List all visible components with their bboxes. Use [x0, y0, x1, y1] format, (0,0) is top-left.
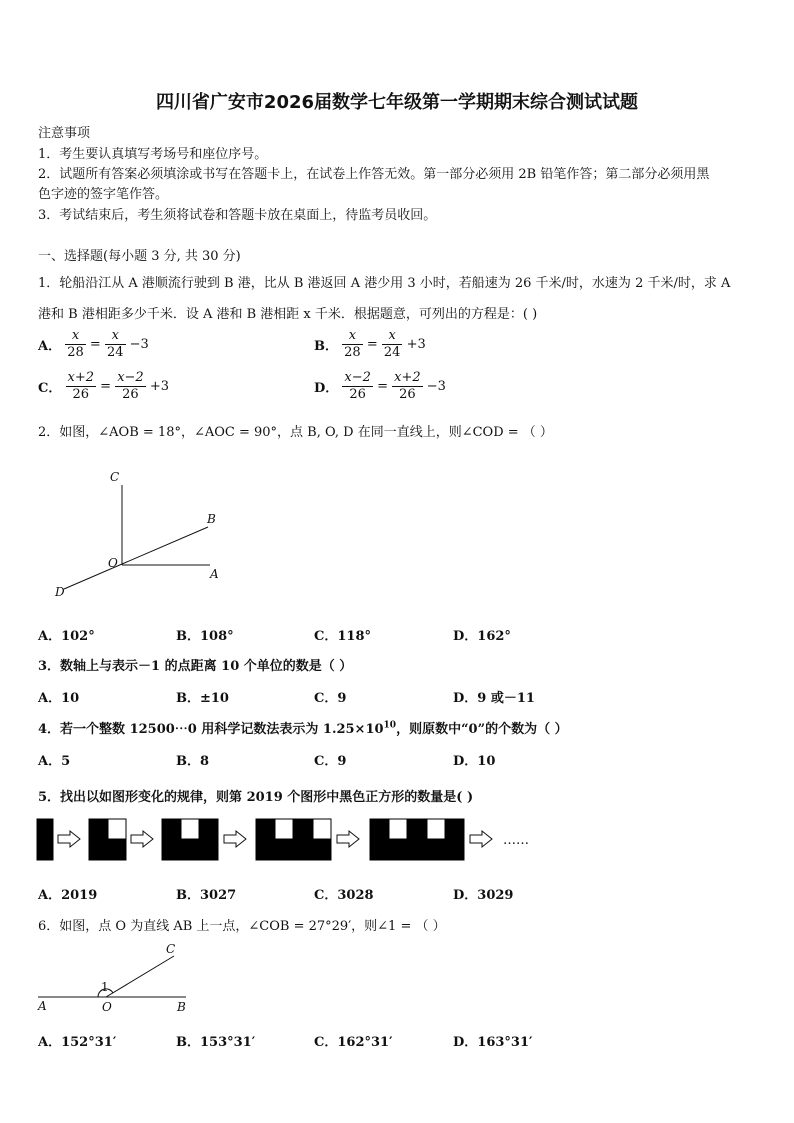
- q5-stem: 5．找出以如图形变化的规律，则第 2019 个图形中黑色正方形的数量是( ): [38, 790, 474, 805]
- q6-option-b[interactable]: B．153°31′: [176, 1035, 256, 1050]
- q2-option-c[interactable]: C．118°: [314, 629, 371, 644]
- option-label: B．: [314, 339, 338, 354]
- label-d: D: [55, 585, 65, 599]
- notice-item-2-cont: 色字迹的签字笔作答。: [38, 187, 169, 202]
- q6-option-d[interactable]: D．163°31′: [453, 1035, 533, 1050]
- equals-sign: =: [366, 337, 378, 352]
- equals-sign: =: [89, 337, 101, 352]
- equals-sign: =: [377, 379, 388, 394]
- pattern-figure-2: [89, 819, 126, 860]
- q2-stem: 2．如图，∠AOB = 18°，∠AOC = 90°，点 B, O, D 在同一直线上，则∠COD = （ ）: [38, 425, 553, 440]
- line-bd: [64, 527, 208, 589]
- fraction: $\frac{x}{28}$: [344, 328, 361, 360]
- q6-option-c[interactable]: C．162°31′: [314, 1035, 393, 1050]
- notice-item-2: 2．试题所有答案必须填涂或书写在答题卡上，在试卷上作答无效。第一部分必须用 2B 铅笔作答；第二部分必须用黑: [38, 167, 710, 182]
- q4-stem-text: 4．若一个整数 12500⋯0 用科学记数法表示为 1.25×10: [38, 722, 384, 737]
- label-o: O: [102, 1000, 112, 1014]
- q3-option-a[interactable]: A．10: [38, 691, 80, 706]
- q1-option-a[interactable]: [38, 328, 149, 361]
- q4-stem: [38, 718, 568, 737]
- section-heading: 一、选择题(每小题 3 分, 共 30 分): [38, 249, 241, 264]
- constant-term: +3: [406, 337, 426, 352]
- label-a: A: [210, 567, 219, 581]
- label-c: C: [110, 470, 120, 484]
- fraction: $\frac{x+2}{26}$: [394, 370, 421, 402]
- q1-stem-line2: 港和 B 港相距多少千米．设 A 港和 B 港相距 x 千米．根据题意，可列出的方程是：( ): [38, 307, 538, 322]
- q2-option-b[interactable]: B．108°: [176, 629, 234, 644]
- q6-angle-figure: [36, 940, 196, 1016]
- option-label: A．: [38, 339, 62, 354]
- fraction: $\frac{x}{24}$: [106, 328, 124, 360]
- pattern-figure-4: [256, 819, 331, 860]
- pattern-figure-3: [162, 819, 218, 860]
- q5-option-a[interactable]: A．2019: [38, 888, 98, 903]
- q4-exponent: 10: [383, 720, 397, 731]
- option-label: C．: [38, 381, 62, 396]
- q2-option-a[interactable]: A．102°: [38, 629, 95, 644]
- ellipsis: ……: [503, 833, 529, 848]
- q2-option-d[interactable]: D．162°: [453, 629, 511, 644]
- q5-option-c[interactable]: C．3028: [314, 888, 374, 903]
- q6-stem: 6．如图，点 O 为直线 AB 上一点，∠COB = 27°29′，则∠1 = （ ）: [38, 919, 446, 934]
- q4-option-a[interactable]: A．5: [38, 754, 71, 769]
- q5-option-d[interactable]: D．3029: [453, 888, 514, 903]
- notice-item-1: 1．考生要认真填写考场号和座位序号。: [38, 147, 268, 162]
- label-o: O: [108, 556, 118, 570]
- constant-term: −3: [426, 379, 446, 394]
- q1-stem-line1: 1．轮船沿江从 A 港顺流行驶到 B 港，比从 B 港返回 A 港少用 3 小时，若船速为 26 千米/时，水速为 2 千米/时，求 A: [38, 276, 731, 291]
- label-c: C: [166, 942, 176, 956]
- arrow-icon: [470, 831, 492, 847]
- q1-option-d[interactable]: [314, 370, 446, 403]
- equals-sign: =: [100, 379, 112, 394]
- q1-option-b[interactable]: [314, 328, 426, 361]
- label-b: B: [177, 1000, 186, 1014]
- fraction: $\frac{x}{28}$: [67, 328, 84, 360]
- fraction: $\frac{x-2}{26}$: [117, 370, 144, 402]
- label-a: A: [38, 999, 47, 1013]
- pattern-figure-1: [37, 819, 53, 860]
- constant-term: +3: [149, 379, 169, 394]
- fraction: $\frac{x-2}{26}$: [344, 370, 371, 402]
- arrow-icon: [337, 831, 359, 847]
- q3-option-d[interactable]: D．9 或－11: [453, 691, 535, 706]
- ray-oc: [106, 956, 174, 997]
- q4-stem-tail: ，则原数中“0”的个数为（ ）: [396, 722, 568, 737]
- arrow-icon: [224, 831, 246, 847]
- q2-angle-figure: [50, 465, 230, 605]
- option-label: D．: [314, 381, 339, 396]
- q4-option-c[interactable]: C．9: [314, 754, 347, 769]
- q6-option-a[interactable]: A．152°31′: [38, 1035, 117, 1050]
- q5-option-b[interactable]: B．3027: [176, 888, 237, 903]
- q4-option-b[interactable]: B．8: [176, 754, 210, 769]
- arrow-icon: [131, 831, 153, 847]
- label-b: B: [207, 512, 216, 526]
- q5-pattern-figure: [36, 818, 536, 864]
- constant-term: −3: [129, 337, 149, 352]
- fraction: $\frac{x}{24}$: [383, 328, 401, 360]
- fraction: $\frac{x+2}{26}$: [67, 370, 94, 402]
- q1-option-c[interactable]: [38, 370, 169, 403]
- label-angle-1: 1: [101, 980, 109, 994]
- q3-option-b[interactable]: B．±10: [176, 691, 229, 706]
- q3-option-c[interactable]: C．9: [314, 691, 347, 706]
- notice-item-3: 3．考试结束后，考生须将试卷和答题卡放在桌面上，待监考员收回。: [38, 208, 437, 223]
- pattern-figure-5: [370, 819, 464, 860]
- q4-option-d[interactable]: D．10: [453, 754, 496, 769]
- q3-stem: 3．数轴上与表示－1 的点距离 10 个单位的数是（ ）: [38, 659, 353, 674]
- arrow-icon: [58, 831, 80, 847]
- notice-heading: 注意事项: [38, 126, 91, 141]
- page-title: 四川省广安市2026届数学七年级第一学期期末综合测试试题: [155, 92, 639, 113]
